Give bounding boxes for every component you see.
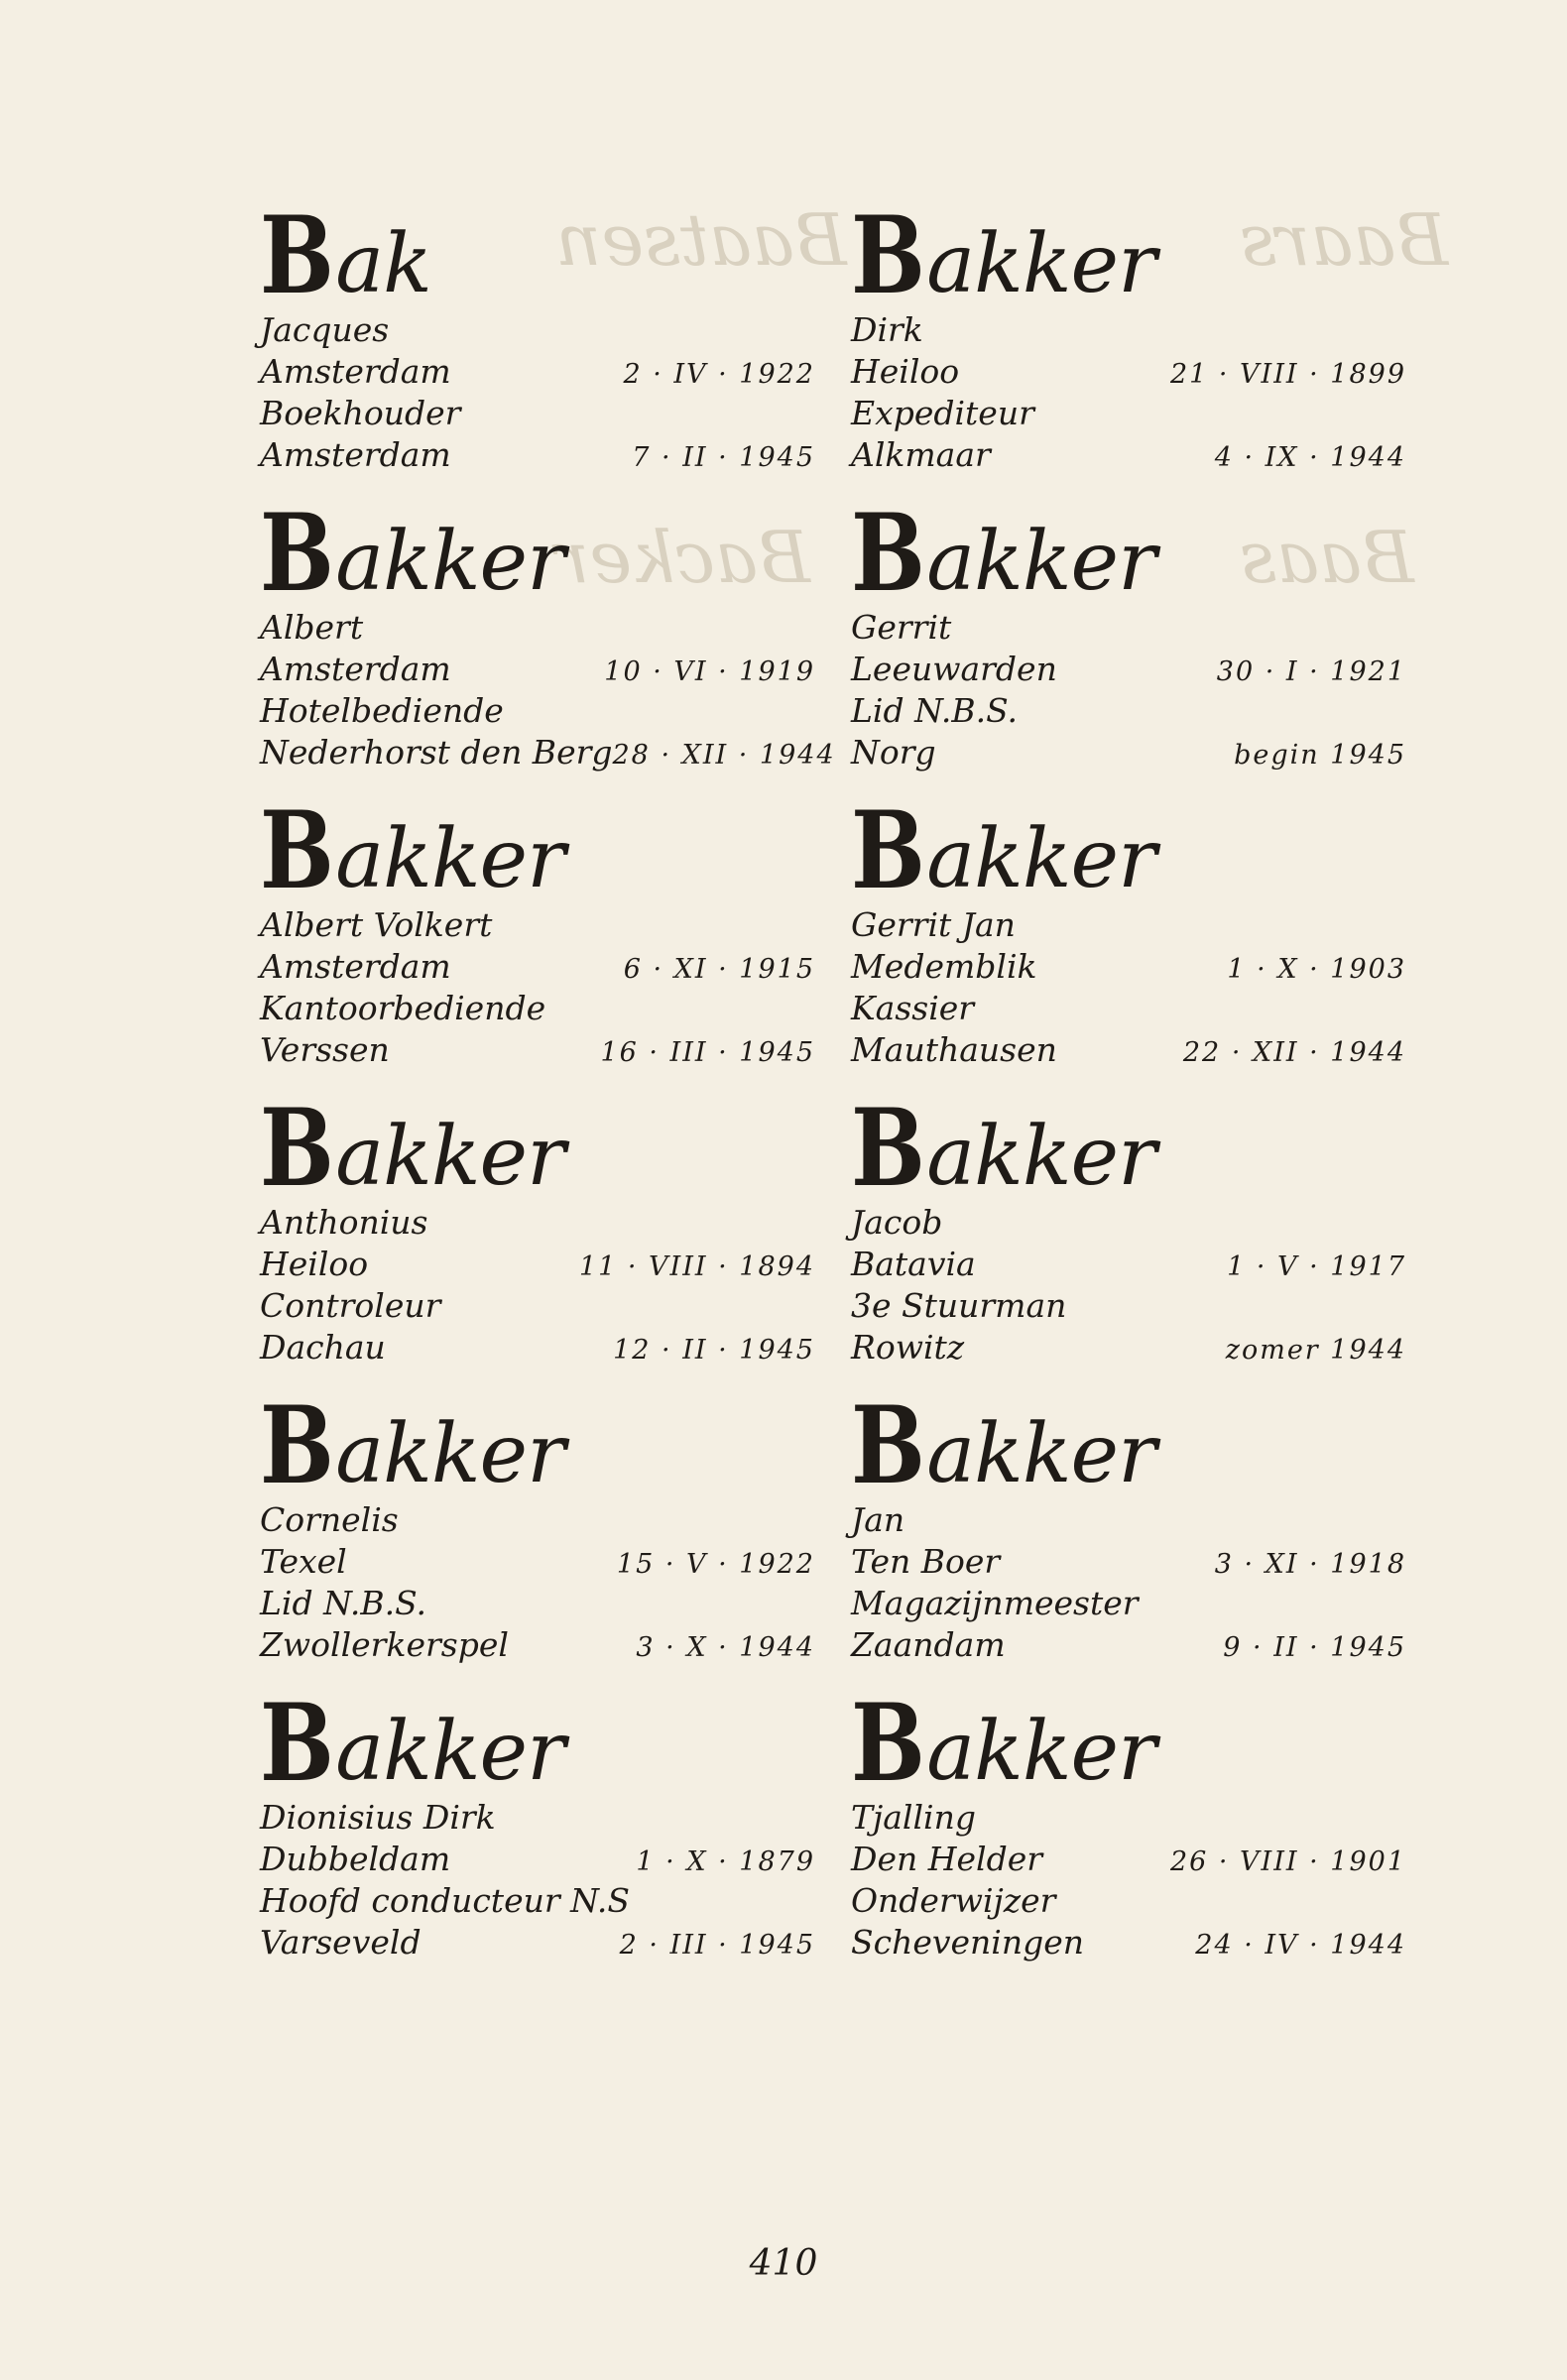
surname-heading bbox=[851, 159, 1406, 318]
detail-row bbox=[851, 393, 1406, 434]
birth-date: 11 · VIII · 1894 bbox=[578, 1251, 815, 1282]
detail-row bbox=[260, 1202, 815, 1244]
entry-details bbox=[260, 904, 815, 1071]
entry-right-1 bbox=[851, 456, 1406, 772]
detail-row bbox=[851, 1285, 1406, 1327]
detail-row bbox=[260, 393, 815, 434]
given-name: Jacob bbox=[851, 1203, 943, 1242]
birth-place: Amsterdam bbox=[260, 947, 451, 986]
death-date: 7 · II · 1945 bbox=[632, 442, 815, 473]
surname-rest: akker bbox=[926, 812, 1156, 906]
detail-row bbox=[260, 1541, 815, 1583]
surname-rest: akker bbox=[926, 1407, 1156, 1501]
surname-heading bbox=[260, 1646, 815, 1806]
surname-rest: akker bbox=[335, 812, 565, 906]
detail-row bbox=[260, 1797, 815, 1839]
death-place: Varseveld bbox=[260, 1923, 422, 1962]
surname-heading bbox=[851, 754, 1406, 913]
entry-details bbox=[851, 904, 1406, 1071]
detail-row bbox=[260, 1285, 815, 1327]
entry-details bbox=[260, 309, 815, 476]
death-place: Scheveningen bbox=[851, 1923, 1085, 1962]
entry-details bbox=[260, 1499, 815, 1666]
birth-date: 1 · X · 1903 bbox=[1227, 954, 1406, 985]
death-date: zomer 1944 bbox=[1225, 1335, 1406, 1366]
detail-row bbox=[260, 988, 815, 1029]
occupation: Lid N.B.S. bbox=[260, 1584, 426, 1622]
page-number: 410 bbox=[749, 2243, 818, 2284]
detail-row bbox=[260, 1244, 815, 1285]
entry-details bbox=[851, 309, 1406, 476]
detail-row bbox=[851, 1244, 1406, 1285]
detail-row bbox=[851, 351, 1406, 393]
birth-date: 26 · VIII · 1901 bbox=[1169, 1846, 1406, 1877]
birth-place: Heiloo bbox=[260, 1245, 369, 1283]
detail-row bbox=[260, 649, 815, 690]
detail-row bbox=[851, 1499, 1406, 1541]
death-date: 22 · XII · 1944 bbox=[1182, 1037, 1406, 1068]
entry-left-4 bbox=[260, 1349, 815, 1664]
detail-row bbox=[851, 904, 1406, 946]
entry-details bbox=[851, 1797, 1406, 1964]
detail-row bbox=[260, 1880, 815, 1922]
entry-left-0 bbox=[260, 159, 815, 474]
surname-heading bbox=[851, 456, 1406, 616]
detail-row bbox=[260, 1839, 815, 1880]
given-name: Anthonius bbox=[260, 1203, 428, 1242]
death-place: Rowitz bbox=[851, 1328, 965, 1367]
given-name: Gerrit Jan bbox=[851, 905, 1016, 944]
death-date: 12 · II · 1945 bbox=[613, 1335, 815, 1366]
detail-row bbox=[851, 690, 1406, 732]
detail-row bbox=[851, 1922, 1406, 1964]
death-date: begin 1945 bbox=[1234, 740, 1406, 771]
occupation: Hoofd conducteur N.S bbox=[260, 1881, 630, 1920]
birth-place: Ten Boer bbox=[851, 1542, 1001, 1581]
surname-rest: akker bbox=[926, 1705, 1156, 1799]
surname-rest: akker bbox=[926, 515, 1156, 609]
given-name: Dionisius Dirk bbox=[260, 1798, 496, 1837]
detail-row bbox=[851, 1202, 1406, 1244]
surname-initial: B bbox=[260, 193, 334, 318]
surname-rest: akker bbox=[335, 1407, 565, 1501]
birth-date: 30 · I · 1921 bbox=[1216, 656, 1406, 687]
death-place: Norg bbox=[851, 733, 936, 772]
given-name: Dirk bbox=[851, 310, 923, 349]
death-date: 2 · III · 1945 bbox=[619, 1930, 815, 1961]
surname-initial: B bbox=[851, 1086, 925, 1211]
detail-row bbox=[851, 1541, 1406, 1583]
entry-right-5 bbox=[851, 1646, 1406, 1962]
detail-row bbox=[260, 946, 815, 988]
entry-details bbox=[851, 1202, 1406, 1368]
entry-left-3 bbox=[260, 1051, 815, 1367]
birth-date: 15 · V · 1922 bbox=[616, 1549, 815, 1580]
entry-details bbox=[260, 1797, 815, 1964]
entry-right-3 bbox=[851, 1051, 1406, 1367]
birth-date: 3 · XI · 1918 bbox=[1214, 1549, 1406, 1580]
surname-initial: B bbox=[260, 491, 334, 616]
surname-initial: B bbox=[260, 1383, 334, 1508]
surname-initial: B bbox=[851, 491, 925, 616]
entry-left-1 bbox=[260, 456, 836, 772]
reverse-page-show-through: Baas bbox=[1240, 516, 1414, 599]
birth-date: 6 · XI · 1915 bbox=[623, 954, 815, 985]
death-place: Mauthausen bbox=[851, 1030, 1057, 1069]
left-column bbox=[260, 159, 836, 1962]
birth-place: Heiloo bbox=[851, 352, 960, 391]
surname-heading bbox=[260, 159, 815, 318]
entry-left-5 bbox=[260, 1646, 815, 1962]
detail-row bbox=[260, 1499, 815, 1541]
detail-row bbox=[260, 1583, 815, 1624]
surname-initial: B bbox=[851, 193, 925, 318]
right-column bbox=[851, 159, 1406, 1962]
surname-initial: B bbox=[260, 1086, 334, 1211]
birth-date: 1 · X · 1879 bbox=[636, 1846, 815, 1877]
birth-place: Dubbeldam bbox=[260, 1840, 451, 1878]
death-date: 3 · X · 1944 bbox=[636, 1632, 815, 1663]
detail-row bbox=[260, 607, 815, 649]
occupation: Boekhouder bbox=[260, 394, 461, 432]
surname-heading bbox=[260, 456, 815, 616]
surname-heading bbox=[851, 1646, 1406, 1806]
detail-row bbox=[260, 690, 815, 732]
entry-details bbox=[260, 607, 836, 774]
reverse-page-show-through: Backer bbox=[555, 516, 810, 599]
surname-rest: akker bbox=[926, 217, 1156, 311]
birth-place: Batavia bbox=[851, 1245, 976, 1283]
birth-place: Medemblik bbox=[851, 947, 1037, 986]
occupation: Hotelbediende bbox=[260, 691, 504, 730]
detail-row bbox=[260, 904, 815, 946]
detail-row bbox=[851, 988, 1406, 1029]
entry-right-4 bbox=[851, 1349, 1406, 1664]
surname-initial: B bbox=[851, 788, 925, 913]
birth-place: Leeuwarden bbox=[851, 650, 1057, 688]
surname-rest: akker bbox=[926, 1110, 1156, 1204]
birth-place: Den Helder bbox=[851, 1840, 1043, 1878]
detail-row bbox=[851, 607, 1406, 649]
surname-heading bbox=[851, 1051, 1406, 1211]
birth-place: Amsterdam bbox=[260, 650, 451, 688]
given-name: Jacques bbox=[260, 310, 390, 349]
surname-rest: akker bbox=[335, 1705, 565, 1799]
birth-date: 21 · VIII · 1899 bbox=[1169, 359, 1406, 390]
detail-row bbox=[851, 946, 1406, 988]
death-place: Alkmaar bbox=[851, 435, 991, 474]
detail-row bbox=[851, 1583, 1406, 1624]
given-name: Gerrit bbox=[851, 608, 952, 647]
occupation: 3e Stuurman bbox=[851, 1286, 1067, 1325]
surname-heading bbox=[851, 1349, 1406, 1508]
death-place: Zwollerkerspel bbox=[260, 1625, 509, 1664]
detail-row bbox=[851, 1797, 1406, 1839]
occupation: Expediteur bbox=[851, 394, 1034, 432]
occupation: Magazijnmeester bbox=[851, 1584, 1139, 1622]
detail-row bbox=[851, 649, 1406, 690]
entry-right-2 bbox=[851, 754, 1406, 1069]
occupation: Kassier bbox=[851, 989, 975, 1027]
death-place: Zaandam bbox=[851, 1625, 1006, 1664]
surname-initial: B bbox=[260, 1681, 334, 1806]
birth-place: Texel bbox=[260, 1542, 347, 1581]
entry-details bbox=[851, 1499, 1406, 1666]
birth-place: Amsterdam bbox=[260, 352, 451, 391]
birth-date: 2 · IV · 1922 bbox=[623, 359, 815, 390]
surname-initial: B bbox=[851, 1383, 925, 1508]
given-name: Tjalling bbox=[851, 1798, 976, 1837]
surname-rest: akker bbox=[335, 1110, 565, 1204]
surname-heading bbox=[260, 1349, 815, 1508]
death-date: 16 · III · 1945 bbox=[600, 1037, 815, 1068]
occupation: Lid N.B.S. bbox=[851, 691, 1018, 730]
reverse-page-show-through: Baars bbox=[1240, 198, 1449, 282]
entry-left-2 bbox=[260, 754, 815, 1069]
given-name: Albert Volkert bbox=[260, 905, 493, 944]
surname-rest: akker bbox=[335, 515, 565, 609]
entry-details bbox=[851, 607, 1406, 774]
surname-heading bbox=[260, 1051, 815, 1211]
detail-row bbox=[260, 351, 815, 393]
given-name: Cornelis bbox=[260, 1500, 399, 1539]
surname-initial: B bbox=[260, 788, 334, 913]
given-name: Jan bbox=[851, 1500, 905, 1539]
detail-row bbox=[851, 309, 1406, 351]
death-place: Dachau bbox=[260, 1328, 386, 1367]
death-date: 9 · II · 1945 bbox=[1223, 1632, 1406, 1663]
detail-row bbox=[260, 309, 815, 351]
entry-details bbox=[260, 1202, 815, 1368]
detail-row bbox=[851, 1839, 1406, 1880]
death-date: 4 · IX · 1944 bbox=[1214, 442, 1406, 473]
detail-row bbox=[260, 1922, 815, 1964]
entry-right-0 bbox=[851, 159, 1406, 474]
birth-date: 10 · VI · 1919 bbox=[604, 656, 815, 687]
surname-initial: B bbox=[851, 1681, 925, 1806]
death-place: Amsterdam bbox=[260, 435, 451, 474]
given-name: Albert bbox=[260, 608, 364, 647]
detail-row bbox=[851, 1880, 1406, 1922]
death-date: 28 · XII · 1944 bbox=[612, 740, 836, 771]
reverse-page-show-through: Baatsen bbox=[555, 198, 847, 282]
death-date: 24 · IV · 1944 bbox=[1195, 1930, 1406, 1961]
surname-heading bbox=[260, 754, 815, 913]
death-place: Nederhorst den Berg bbox=[260, 733, 613, 772]
death-place: Verssen bbox=[260, 1030, 390, 1069]
surname-rest: ak bbox=[335, 217, 431, 311]
birth-date: 1 · V · 1917 bbox=[1227, 1251, 1406, 1282]
occupation: Onderwijzer bbox=[851, 1881, 1056, 1920]
occupation: Controleur bbox=[260, 1286, 441, 1325]
occupation: Kantoorbediende bbox=[260, 989, 546, 1027]
